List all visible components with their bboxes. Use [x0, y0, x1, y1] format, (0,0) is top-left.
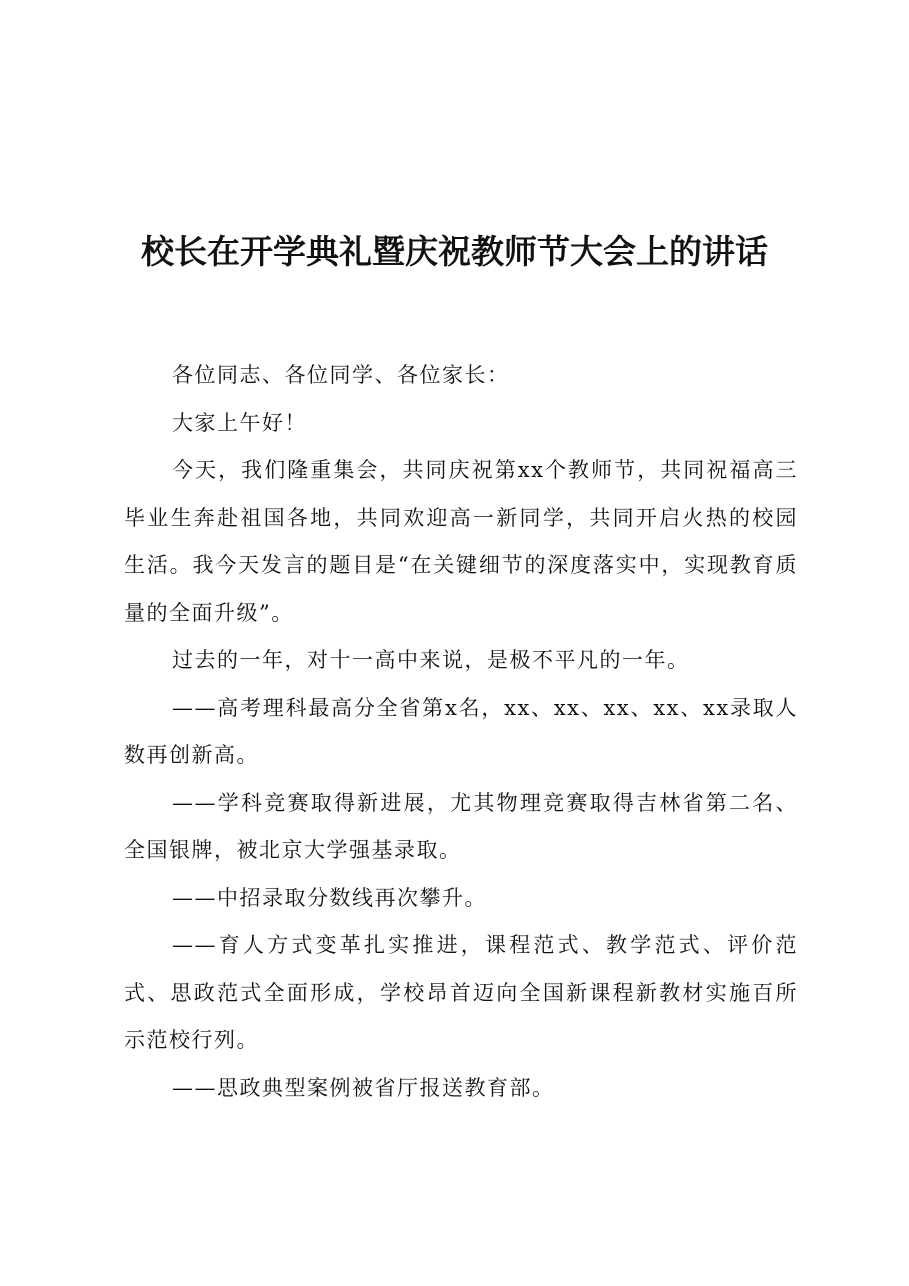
achievement-item: ——学科竞赛取得新进展，尤其物理竞赛取得吉林省第二名、全国银牌，被北京大学强基录取。 — [124, 790, 798, 862]
document-title: 校长在开学典礼暨庆祝教师节大会上的讲话 — [141, 232, 768, 271]
document-body — [124, 352, 798, 1112]
achievement-item: ——中招录取分数线再次攀升。 — [172, 885, 487, 910]
paragraph: 过去的一年，对十一高中来说，是极不平凡的一年。 — [172, 648, 690, 672]
achievement-item: ——思政典型案例被省厅报送教育部。 — [172, 1075, 555, 1100]
greeting: 大家上午好！ — [172, 410, 307, 435]
achievement-item: ——育人方式变革扎实推进，课程范式、教学范式、评价范式、思政范式全面形成，学校昂首迈向全国新课程新教材实施百所示范校行列。 — [124, 933, 798, 1052]
achievement-item: ——高考理科最高分全省第x名，xx、xx、xx、xx、xx录取人数再创新高。 — [124, 695, 798, 767]
salutation: 各位同志、各位同学、各位家长： — [172, 363, 510, 387]
paragraph: 今天，我们隆重集会，共同庆祝第xx个教师节，共同祝福高三毕业生奔赴祖国各地，共同欢迎高一新同学，共同开启火热的校园生活。我今天发言的题目是“在关键细节的深度落实中，实现教育质量的全面升级”。 — [124, 458, 798, 625]
